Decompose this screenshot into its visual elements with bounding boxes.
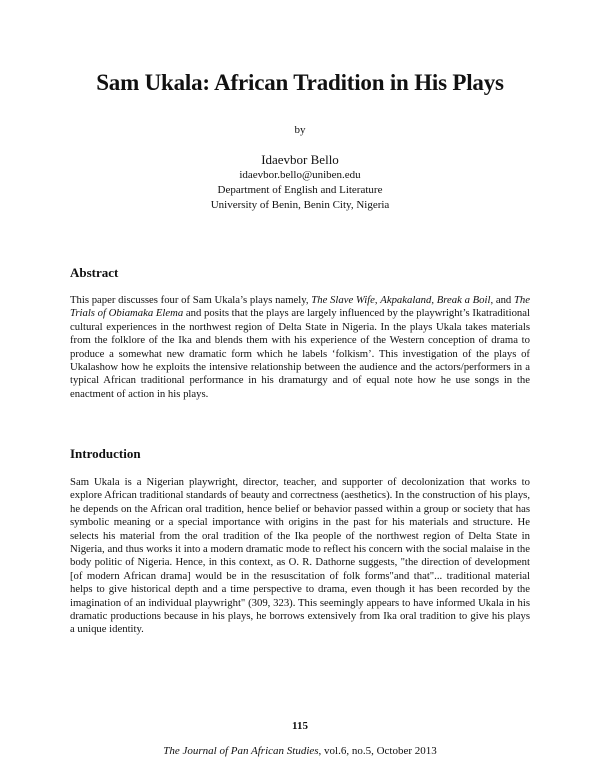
journal-details: , vol.6, no.5, October 2013: [318, 745, 437, 757]
play-title-slave-wife: The Slave Wife: [311, 294, 375, 306]
play-title-break-a-boil: Break a Boil: [436, 294, 491, 306]
abstract-heading: Abstract: [70, 265, 119, 280]
journal-footer: [0, 745, 600, 757]
author-email[interactable]: idaevbor.bello@uniben.edu: [239, 169, 361, 181]
introduction-paragraph: Sam Ukala is a Nigerian playwright, director, teacher, and supporter of decolonization that works to explore African traditional standards of beauty and correctness (aesthetics). In the construction of his plays, he depends on the African oral tradition, hence belief or behavior passed within a group or society that has symbolic meaning or a special importance with origins in the past for his materials and structure. He selects his material from the oral tradition of the Ika people of the northwest region of Delta State in Nigeria, and thus works it into a modern dramatic mode to reflect his concern with the social malaise in the body politic of Nigeria. Hence, in this context, as O. R. Dathorne suggests, "the direction of development [of modern African drama] would be in the resuscitation of folk forms"and that"... traditional material helps to give historical depth and a time perspective to drama, even though it has been recorded by the imagination of an individual playwright" (309, 323). This seemingly appears to have informed Ukala in his dramatic productions because in his plays, he borrows extensively from Ika oral tradition to give his plays a unique identity.: [70, 476, 530, 636]
author-department: Department of English and Literature: [217, 184, 383, 196]
author-institution: University of Benin, Benin City, Nigeria: [210, 199, 390, 211]
play-title-trials-of-obiamaka-elema: The Trials of Obiamaka Elema: [70, 294, 531, 320]
abstract-paragraph: This paper discusses four of Sam Ukala’s plays namely, The Slave Wife, Akpakaland, Break a Boil, and The Trials of Obiamaka Elema and posits that the plays are largely influenced by the playwright’s Ikatraditional cultural experiences in the northwest region of Delta State in Nigeria. In the plays Ukala takes materials from the folklore of the Ika and blends them with his experience of the Western conception of drama to produce a somewhat new dramatic form which he labels ‘folkism’. This investigation of the plays of Ukalashow how he exploits the intensive relationship between the audience and the actors/performers in a typical African traditional performance in his dramaturgy and of equal note how he use songs in the enactment of action in his plays.: [70, 294, 531, 400]
page-number: 115: [292, 720, 308, 732]
introduction-heading: Introduction: [70, 446, 141, 461]
paper-title: Sam Ukala: African Tradition in His Plays: [96, 70, 504, 95]
byline: by: [294, 124, 306, 136]
author-block: [0, 152, 600, 213]
journal-name: The Journal of Pan African Studies: [163, 745, 319, 757]
author-name: Idaevbor Bello: [261, 152, 339, 167]
play-title-akpakaland: Akpakaland: [380, 294, 432, 306]
